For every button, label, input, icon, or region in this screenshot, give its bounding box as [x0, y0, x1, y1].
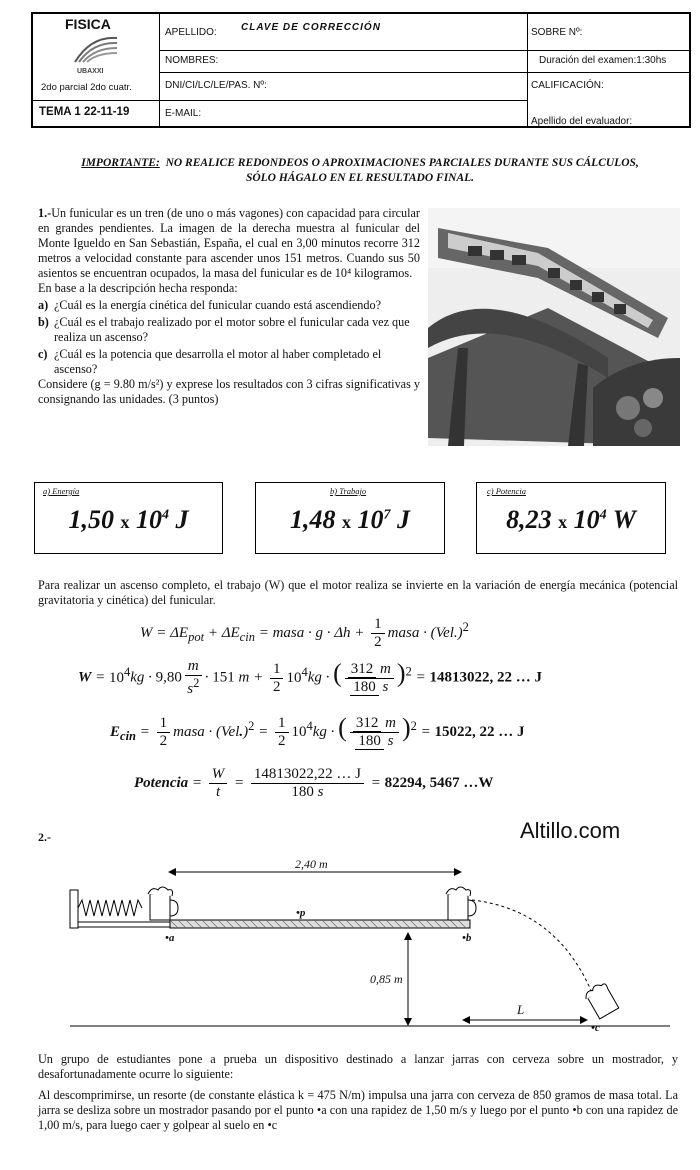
q1-consider: Considere (g = 9.80 m/s²) y exprese los resultados con 3 cifras significativas y consignando las unidades. (3 puntos) — [38, 377, 420, 406]
funicular-photo — [428, 208, 680, 446]
answer-label-a: a) Energía — [43, 486, 80, 496]
parcial-label: 2do parcial 2do cuatr. — [41, 82, 132, 93]
power-result: 82294, 5467 …W — [384, 775, 494, 792]
exam-header — [31, 12, 691, 128]
equation-power: Potencia = $\frac{W}{t}$ = $\frac{14813022,22 \dots J}{180 s}$ = 82294, 5467 …W — [134, 766, 494, 801]
dni-label: DNI/CI/LC/LE/PAS. Nº: — [165, 80, 267, 91]
point-c-label: •c — [591, 1022, 600, 1034]
logo-text: UBAXXI — [77, 68, 104, 75]
equation-work-values: $W = 10^4kg \cdot 9,80$ $\frac{m}{s^2}$ · 151 m + $\frac{1}{2}$ $10^4kg$ · ( $\frac{312 m}{180 s}$ )$^2$ = 14813022, 22 … J — [78, 658, 542, 698]
important-line1: NO REALICE REDONDEOS O APROXIMACIONES PARCIALES DURANTE SUS CÁLCULOS, — [165, 157, 639, 169]
nombres-label: NOMBRES: — [165, 55, 219, 66]
dim-L-label: L — [517, 1002, 525, 1017]
watermark: Altillo.com — [520, 818, 621, 843]
duracion-label: Duración del examen:1:30hs — [539, 55, 667, 66]
email-label: E-MAIL: — [165, 108, 202, 119]
answer-box-b — [255, 482, 445, 554]
spring — [78, 900, 142, 916]
answer-value-c: 8,23 x $10^4$ W — [506, 505, 636, 534]
q1-c-label: c) — [38, 347, 48, 361]
answer-label-b: b) Trabajo — [330, 486, 367, 496]
q1-a-label: a) — [38, 298, 49, 312]
beer-mug-end — [446, 887, 476, 920]
spring-wall — [70, 890, 78, 928]
q2-diagram — [60, 850, 680, 1040]
q1-base: En base a la descripción hecha responda: — [38, 281, 238, 295]
beer-mug-fallen — [583, 981, 620, 1020]
answer-value-a: 1,50 x $10^4$ J — [68, 505, 189, 534]
apellido-value: CLAVE DE CORRECCIÓN — [241, 22, 381, 33]
q2-paragraph-2: Al descomprimirse, un resorte (de constante elástica k = 475 N/m) impulsa una jarra con cerveza de 850 gramos de masa total. La jarra se desliza sobre un mostrador pasando por el punto •a con una rapidez de 1,50 m/s y luego por el punto •b con una rapidez de 1,00 m/s, para luego caer y golpear al suelo en •c — [38, 1088, 678, 1132]
important-line2: SÓLO HÁGALO EN EL RESULTADO FINAL. — [245, 172, 475, 184]
solution-text: Para realizar un ascenso completo, el trabajo (W) que el motor realiza se invierte en la variación de energía mecánica (potencial gravitatoria y cinética) del funicular. — [38, 578, 678, 607]
evaluador-label: Apellido del evaluador: — [531, 116, 633, 127]
trajectory — [472, 900, 595, 1000]
q1-c-text: ¿Cuál es la potencia que desarrolla el motor al haber completado el ascenso? — [54, 347, 382, 376]
answer-box-c — [476, 482, 666, 554]
kinetic-result: 15022, 22 … J — [434, 724, 525, 740]
answer-label-c: c) Potencia — [487, 486, 526, 496]
power-numerator: 14813022,22 … J — [251, 766, 364, 784]
apellido-label: APELLIDO: — [165, 27, 217, 38]
point-a-label: •a — [165, 932, 175, 944]
q2-number: 2.- — [38, 830, 51, 844]
beer-mug-start — [148, 887, 178, 920]
point-b-label: •b — [462, 932, 472, 944]
q1-b-text: ¿Cuál es el trabajo realizado por el motor sobre el funicular cada vez que realiza un ascenso? — [54, 315, 410, 344]
q2-paragraph-1: Un grupo de estudiantes pone a prueba un dispositivo destinado a lanzar jarras con cerveza sobre un mostrador, y desafortunadamente ocurre lo siguiente: — [38, 1052, 678, 1081]
answer-value-b: 1,48 x $10^7$ J — [290, 505, 410, 534]
question-1 — [38, 206, 420, 407]
important-notice — [40, 156, 680, 186]
answer-box-a — [34, 482, 223, 554]
q1-a-text: ¿Cuál es la energía cinética del funicular cuando está ascendiendo? — [54, 298, 381, 312]
work-result: 14813022, 22 … J — [429, 669, 542, 686]
dim-height-label: 0,85 m — [370, 972, 403, 986]
q1-intro: Un funicular es un tren (de uno o más vagones) con capacidad para circular en grandes pendientes. La imagen de la derecha muestra al funicular del Monte Igueldo en San Sebastián, España, el cual en 3,00 minutos recorre 312 metros a velocidad constante para ascender unos 151 metros. Cuando sus 50 asientos se encuentran ocupados, la masa del funicular es de 10⁴ kilogramos. — [38, 206, 420, 280]
dim-length-label: 2,40 m — [295, 857, 328, 871]
calificacion-label: CALIFICACIÓN: — [531, 80, 604, 91]
sobre-label: SOBRE Nº: — [531, 27, 583, 38]
q1-number: 1.- — [38, 206, 52, 220]
q1-b-label: b) — [38, 315, 49, 329]
point-p-label: •p — [296, 907, 306, 919]
important-label: IMPORTANTE: — [81, 157, 160, 169]
equation-work-definition: $W = \Delta E_{pot} + \Delta E_{cin}$ = masa · g · Δh + $\frac{1}{2}$ masa · $(Vel.)^2$ — [140, 616, 469, 651]
tema-label: TEMA 1 22-11-19 — [39, 106, 130, 118]
university-logo — [71, 34, 121, 66]
equation-kinetic-energy: $E_{cin}$ = $\frac{1}{2}$ masa · $(Vel.)^2$ = $\frac{1}{2}$ $10^4kg$ · ( $\frac{312 m}{180 s}$ )$^2$ = 15022, 22 … J — [110, 713, 525, 750]
subject-title: FISICA — [65, 16, 111, 32]
